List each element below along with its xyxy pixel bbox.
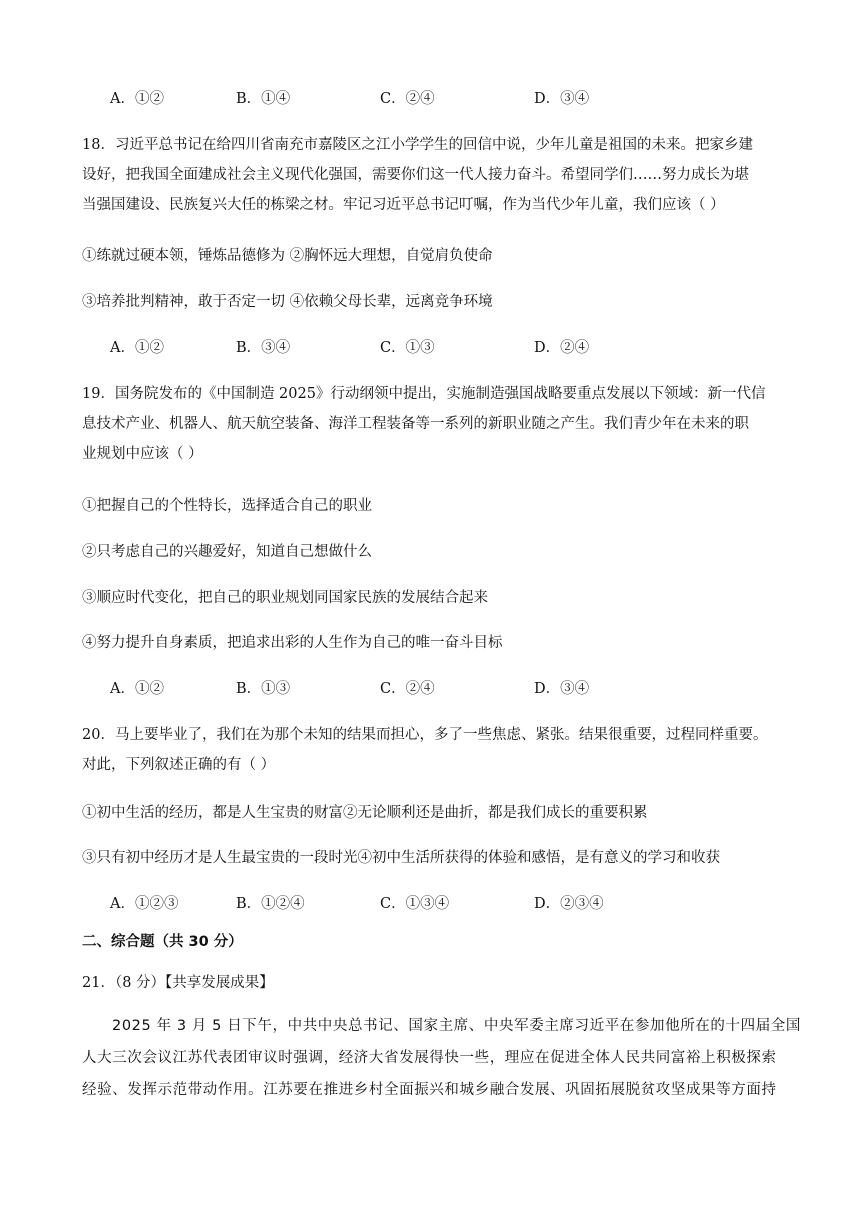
- q20-option-b: B．①②④: [236, 896, 305, 912]
- q17-option-c: C．②④: [380, 91, 435, 107]
- q19-statement-3: ③顺应时代变化，把自己的职业规划同国家民族的发展结合起来: [82, 590, 488, 606]
- q21-material-line-1: 2025 年 3 月 5 日下午，中共中央总书记、国家主席、中央军委主席习近平在参加他所在的十四届全国: [112, 1018, 801, 1034]
- section-title: 二、综合题（共 30 分）: [82, 934, 243, 950]
- q18-statement-2: ③培养批判精神，敢于否定一切 ④依赖父母长辈，远离竞争环境: [82, 294, 493, 310]
- q18-stem-line-1: 18．习近平总书记在给四川省南充市嘉陵区之江小学学生的回信中说，少年儿童是祖国的未来。把家乡建: [82, 137, 753, 153]
- q19-stem-line-3: 业规划中应该（ ）: [82, 446, 203, 462]
- q19-option-d: D．③④: [534, 681, 590, 697]
- q20-options: [110, 894, 730, 914]
- q18-option-d: D．②④: [534, 340, 590, 356]
- q18-stem-line-3: 当强国建设、民族复兴大任的栋梁之材。牢记习近平总书记叮嘱，作为当代少年儿童，我们应该（ ）: [82, 197, 725, 213]
- q21-material-line-3: 经验、发挥示范带动作用。江苏要在推进乡村全面振兴和城乡融合发展、巩固拓展脱贫攻坚成果等方面持: [82, 1082, 777, 1098]
- q20-stem-line-2: 对此，下列叙述正确的有（ ）: [82, 757, 276, 773]
- q19-stem-line-2: 息技术产业、机器人、航天航空装备、海洋工程装备等一系列的新职业随之产生。我们青少年在未来的职: [82, 416, 749, 432]
- q18-option-c: C．①③: [380, 340, 435, 356]
- q18-option-a: A．①②: [110, 340, 164, 356]
- q19-statement-2: ②只考虑自己的兴趣爱好，知道自己想做什么: [82, 544, 372, 560]
- q17-option-b: B．①④: [236, 91, 291, 107]
- q20-statement-1: ①初中生活的经历，都是人生宝贵的财富②无论顺利还是曲折，都是我们成长的重要积累: [82, 805, 648, 821]
- q18-options: [110, 338, 730, 358]
- q19-options: [110, 679, 730, 699]
- q18-option-b: B．③④: [236, 340, 291, 356]
- q19-stem-line-1: 19．国务院发布的《中国制造 2025》行动纲领中提出，实施制造强国战略要重点发展以下领域：新一代信: [82, 386, 766, 402]
- q19-option-a: A．①②: [110, 681, 164, 697]
- q19-statement-1: ①把握自己的个性特长，选择适合自己的职业: [82, 498, 372, 514]
- q17-option-a: A．①②: [110, 91, 164, 107]
- q20-stem-line-1: 20．马上要毕业了，我们在为那个未知的结果而担心，多了一些焦虑、紧张。结果很重要，过程同样重要。: [82, 727, 768, 743]
- q19-option-b: B．①③: [236, 681, 291, 697]
- q17-option-d: D．③④: [534, 91, 590, 107]
- q18-stem-line-2: 设好，把我国全面建成社会主义现代化强国，需要你们这一代人接力奋斗。希望同学们……努力成长为堪: [82, 167, 749, 183]
- q19-statement-4: ④努力提升自身素质，把追求出彩的人生作为自己的唯一奋斗目标: [82, 635, 503, 651]
- q20-statement-2: ③只有初中经历才是人生最宝贵的一段时光④初中生活所获得的体验和感悟，是有意义的学习和收获: [82, 850, 720, 866]
- q18-statement-1: ①练就过硬本领，锤炼品德修为 ②胸怀远大理想，自觉肩负使命: [82, 248, 493, 264]
- q17-options: [110, 89, 730, 109]
- q19-option-c: C．②④: [380, 681, 435, 697]
- q20-option-a: A．①②③: [110, 896, 179, 912]
- q20-option-d: D．②③④: [534, 896, 604, 912]
- q21-heading: 21．（8 分）【共享发展成果】: [82, 975, 274, 991]
- q20-option-c: C．①③④: [380, 896, 450, 912]
- q21-material-line-2: 人大三次会议江苏代表团审议时强调，经济大省发展得快一些，理应在促进全体人民共同富裕上积极探索: [82, 1050, 777, 1066]
